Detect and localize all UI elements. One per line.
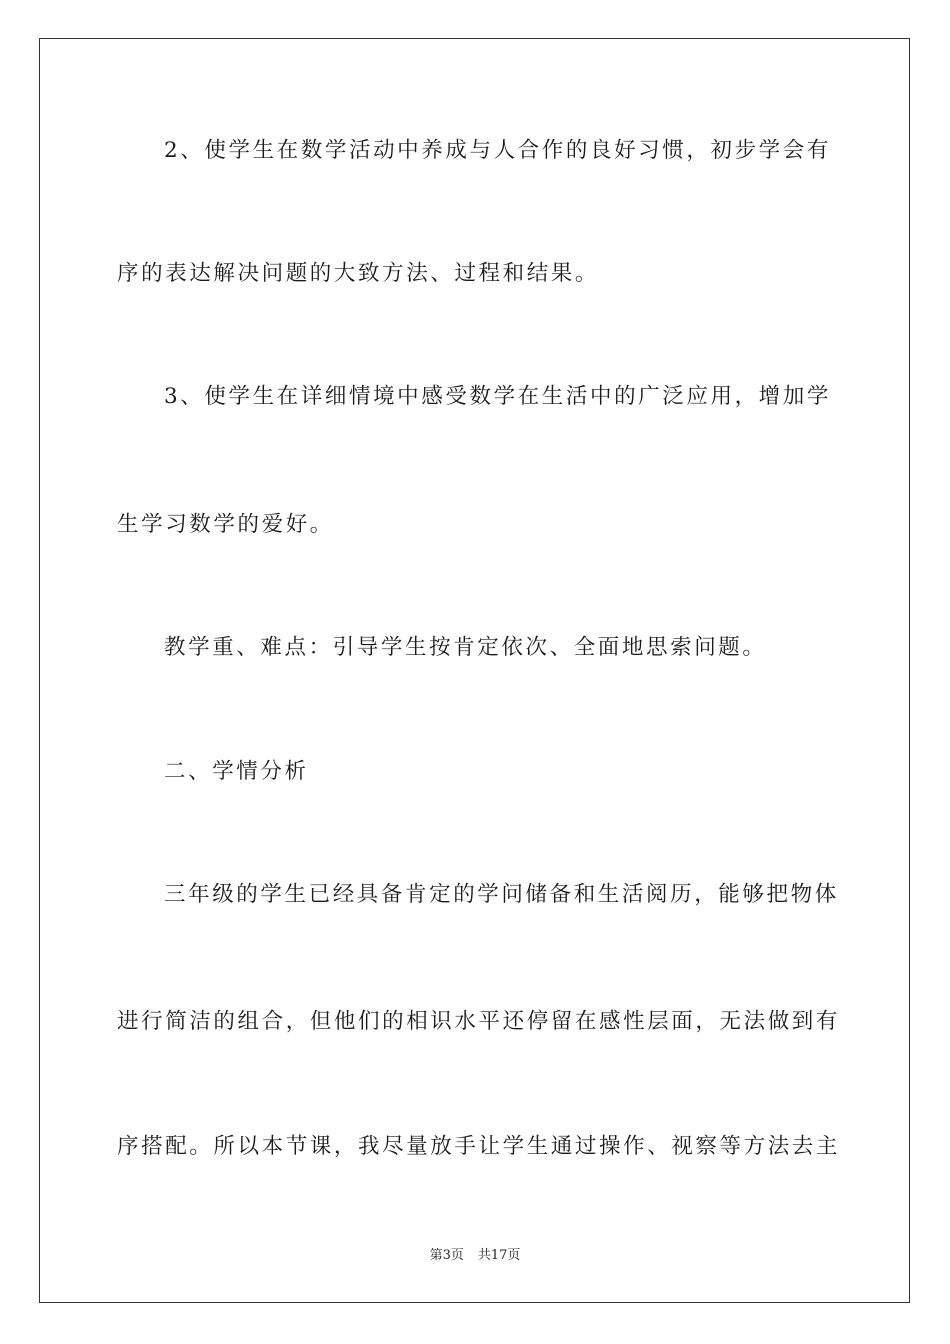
page-border xyxy=(39,38,910,1303)
page-number: 第3页 xyxy=(429,1248,464,1263)
paragraph-goal-2-line-1: 2、使学生在数学活动中养成与人合作的良好习惯，初步学会有 xyxy=(164,138,831,163)
paragraph-analysis-line-3: 序搭配。所以本节课，我尽量放手让学生通过操作、视察等方法去主 xyxy=(117,1134,841,1159)
key-difficulty-line: 教学重、难点：引导学生按肯定依次、全面地思索问题。 xyxy=(164,635,767,660)
paragraph-goal-3-line-1: 3、使学生在详细情境中感受数学在生活中的广泛应用，增加学 xyxy=(164,384,831,409)
paragraph-goal-3-line-2: 生学习数学的爱好。 xyxy=(117,512,334,537)
paragraph-analysis-line-1: 三年级的学生已经具备肯定的学问储备和生活阅历，能够把物体 xyxy=(164,882,839,907)
page-footer xyxy=(0,1246,950,1266)
page-total: 共17页 xyxy=(477,1248,521,1263)
paragraph-analysis-line-2: 进行简洁的组合，但他们的相识水平还停留在感性层面，无法做到有 xyxy=(117,1009,841,1034)
paragraph-goal-2-line-2: 序的表达解决问题的大致方法、过程和结果。 xyxy=(117,261,600,286)
section-heading-learning-analysis: 二、学情分析 xyxy=(164,759,309,784)
